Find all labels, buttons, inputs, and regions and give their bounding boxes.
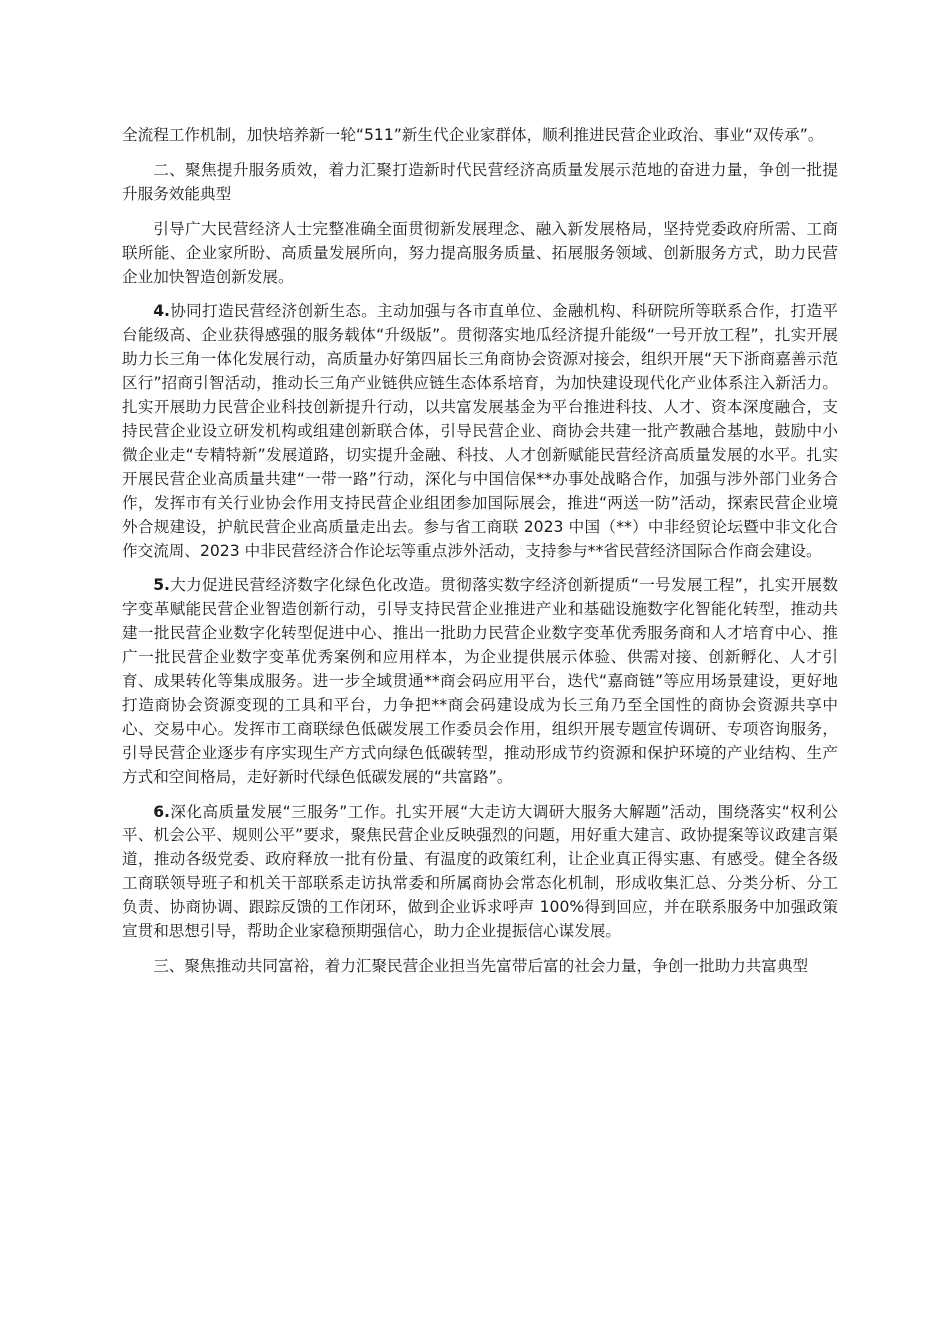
- paragraph-text: 深化高质量发展“三服务”工作。扎实开展“大走访大调研大服务大解题”活动，围绕落实“权利公平、机会公平、规则公平”要求，聚焦民营企业反映强烈的问题，用好重大建言、政协提案等议政建言渠道，推动各级党委、政府释放一批有份量、有温度的政策红利，让企业真正得实惠、有感受。健全各级工商联领导班子和机关干部联系走访执常委和所属商协会常态化机制，形成收集汇总、分类分析、分工负责、协商协调、跟踪反馈的工作闭环，做到企业诉求呼声 100%得到回应，并在联系服务中加强政策宣贯和思想引导，帮助企业家稳预期强信心，助力企业提振信心谋发展。: [122, 802, 838, 941]
- item-number: 4.: [153, 302, 170, 321]
- document-body: [122, 124, 838, 990]
- section-heading-2: [122, 159, 838, 207]
- paragraph-text: 引导广大民营经济人士完整准确全面贯彻新发展理念、融入新发展格局，坚持党委政府所需、工商联所能、企业家所盼、高质量发展所向，努力提高服务质量、拓展服务领域、创新服务方式，助力民营企业加快智造创新发展。: [122, 219, 838, 286]
- paragraph-continuation: [122, 124, 838, 148]
- section-heading-3: [122, 955, 838, 979]
- item-number: 6.: [153, 802, 170, 821]
- paragraph-text: 全流程工作机制，加快培养新一轮“511”新生代企业家群体，顺利推进民营企业政治、事业“双传承”。: [122, 126, 824, 144]
- paragraph-text: 大力促进民营经济数字化绿色化改造。贯彻落实数字经济创新提质“一号发展工程”，扎实开展数字变革赋能民营企业智造创新行动，引导支持民营企业推进产业和基础设施数字化智能化转型，推动共建一批民营企业数字化转型促进中心、推出一批助力民营企业数字变革优秀服务商和人才培育中心、推广一批民营企业数字变革优秀案例和应用样本，为企业提供展示体验、供需对接、创新孵化、人才引育、成果转化等集成服务。进一步全域贯通**商会码应用平台，迭代“嘉商链”等应用场景建设，更好地打造商协会资源变现的工具和平台，力争把**商会码建设成为长三角乃至全国性的商协会资源共享中心、交易中心。发挥市工商联绿色低碳发展工作委员会作用，组织开展专题宣传调研、专项咨询服务，引导民营企业逐步有序实现生产方式向绿色低碳转型，推动形成节约资源和保护环境的产业结构、生产方式和空间格局，走好新时代绿色低碳发展的“共富路”。: [122, 576, 838, 786]
- paragraph-item-4: [122, 300, 838, 563]
- paragraph-text: 二、聚焦提升服务质效，着力汇聚打造新时代民营经济高质量发展示范地的奋进力量，争创一批提升服务效能典型: [122, 160, 838, 203]
- item-number: 5.: [153, 576, 170, 595]
- paragraph-intro: [122, 218, 838, 290]
- paragraph-text: 三、聚焦推动共同富裕，着力汇聚民营企业担当先富带后富的社会力量，争创一批助力共富典型: [153, 957, 809, 975]
- paragraph-item-5: [122, 574, 838, 789]
- paragraph-text: 协同打造民营经济创新生态。主动加强与各市直单位、金融机构、科研院所等联系合作，打造平台能级高、企业获得感强的服务载体“升级版”。贯彻落实地瓜经济提升能级“一号开放工程”，扎实开展助力长三角一体化发展行动，高质量办好第四届长三角商协会资源对接会，组织开展“天下浙商嘉善示范区行”招商引智活动，推动长三角产业链供应链生态体系培育，为加快建设现代化产业体系注入新活力。扎实开展助力民营企业科技创新提升行动，以共富发展基金为平台推进科技、人才、资本深度融合，支持民营企业设立研发机构或组建创新联合体，引导民营企业、商协会共建一批产教融合基地，鼓励中小微企业走“专精特新”发展道路，切实提升金融、科技、人才创新赋能民营经济高质量发展的水平。扎实开展民营企业高质量共建“一带一路”行动，深化与中国信保**办事处战略合作，加强与涉外部门业务合作，发挥市有关行业协会作用支持民营企业组团参加国际展会，推进“两送一防”活动，探索民营企业境外合规建设，护航民营企业高质量走出去。参与省工商联 2023 中国（**）中非经贸论坛暨中非文化合作交流周、2023 中非民营经济合作论坛等重点涉外活动，支持参与**省民营经济国际合作商会建设。: [122, 302, 838, 560]
- paragraph-item-6: [122, 801, 838, 944]
